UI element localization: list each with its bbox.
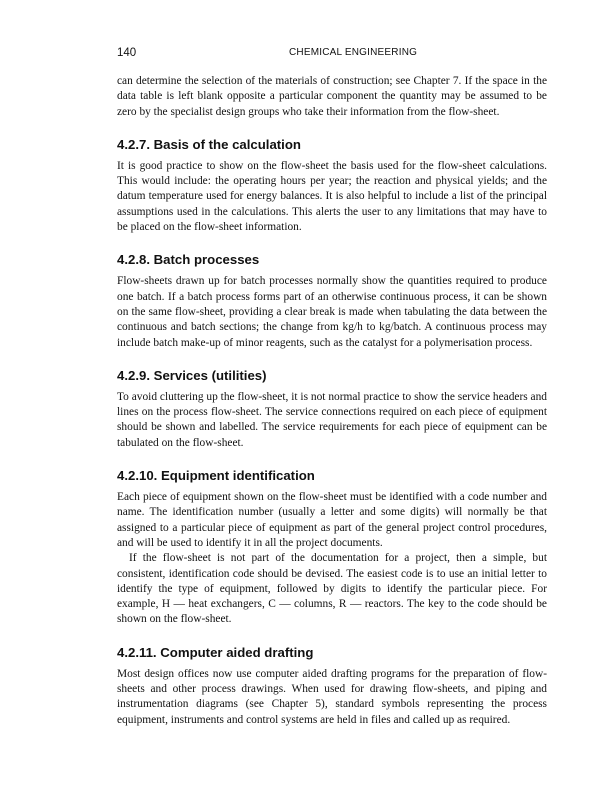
- section-batch-processes: [117, 252, 547, 350]
- page-body: [117, 74, 547, 728]
- section-paragraph: Most design offices now use computer aided drafting programs for the preparation of flow-sheets and other process drawings. When used for drawing flow-sheets, and piping and instrumentation diagrams (see Chapter 5), standard symbols representing the process equipment, instruments and control systems are held in files and called up as required.: [117, 667, 547, 726]
- section-computer-aided-drafting: [117, 645, 547, 728]
- section-equipment-identification: [117, 468, 547, 628]
- section-heading: 4.2.10. Equipment identification: [117, 468, 315, 484]
- section-heading: 4.2.7. Basis of the calculation: [117, 136, 301, 152]
- section-heading: 4.2.9. Services (utilities): [117, 367, 267, 383]
- section-paragraph: It is good practice to show on the flow-sheet the basis used for the flow-sheet calculations. This would include: the operating hours per year; the reaction and physical yields; and the datum temperature used for energy balances. It is also helpful to include a list of the principal assumptions used in the calculations. This alerts the user to any limitations that may have to be placed on the flow-sheet information.: [117, 159, 547, 234]
- section-heading: 4.2.8. Batch processes: [117, 252, 260, 268]
- section-paragraph: Each piece of equipment shown on the flow-sheet must be identified with a code number and name. The identification number (usually a letter and some digits) will normally be that assigned to a particular piece of equipment as part of the general project control procedures, and will be used to identify it in all the project documents.: [117, 491, 547, 549]
- section-paragraph: To avoid cluttering up the flow-sheet, it is not normal practice to show the service headers and lines on the process flow-sheet. The service connections required on each piece of equipment should be shown and labelled. The service requirements for each piece of equipment can be tabulated on the flow-sheet.: [117, 390, 547, 449]
- page-number: 140: [117, 47, 137, 59]
- section-heading: 4.2.11. Computer aided drafting: [117, 644, 314, 660]
- intro-paragraph: can determine the selection of the materials of construction; see Chapter 7. If the space in the data table is left blank opposite a particular component the quantity may be assumed to be zero by the specialist design groups who take their information from the flow-sheet.: [117, 75, 547, 118]
- section-services-utilities: [117, 368, 547, 451]
- section-basis-of-calculation: [117, 137, 547, 235]
- page-header: [117, 47, 547, 63]
- section-paragraph: Flow-sheets drawn up for batch processes normally show the quantities required to produce one batch. If a batch process forms part of an otherwise continuous process, it can be shown on the same flow-sheet, providing a clear break is made when tabulating the data between the continuous and batch sections; the change from kg/h to kg/batch. A continuous process may include batch make-up of minor reagents, such as the catalyst for a polymerisation process.: [117, 275, 547, 349]
- section-paragraph: If the flow-sheet is not part of the documentation for a project, then a simple, but consistent, identification code should be devised. The easiest code is to use an initial letter to identify the type of equipment, followed by digits to identify the particular piece. For example, H — heat exchangers, C — columns, R — reactors. The key to the code should be shown on the flow-sheet.: [117, 552, 547, 626]
- running-title: CHEMICAL ENGINEERING: [289, 47, 418, 58]
